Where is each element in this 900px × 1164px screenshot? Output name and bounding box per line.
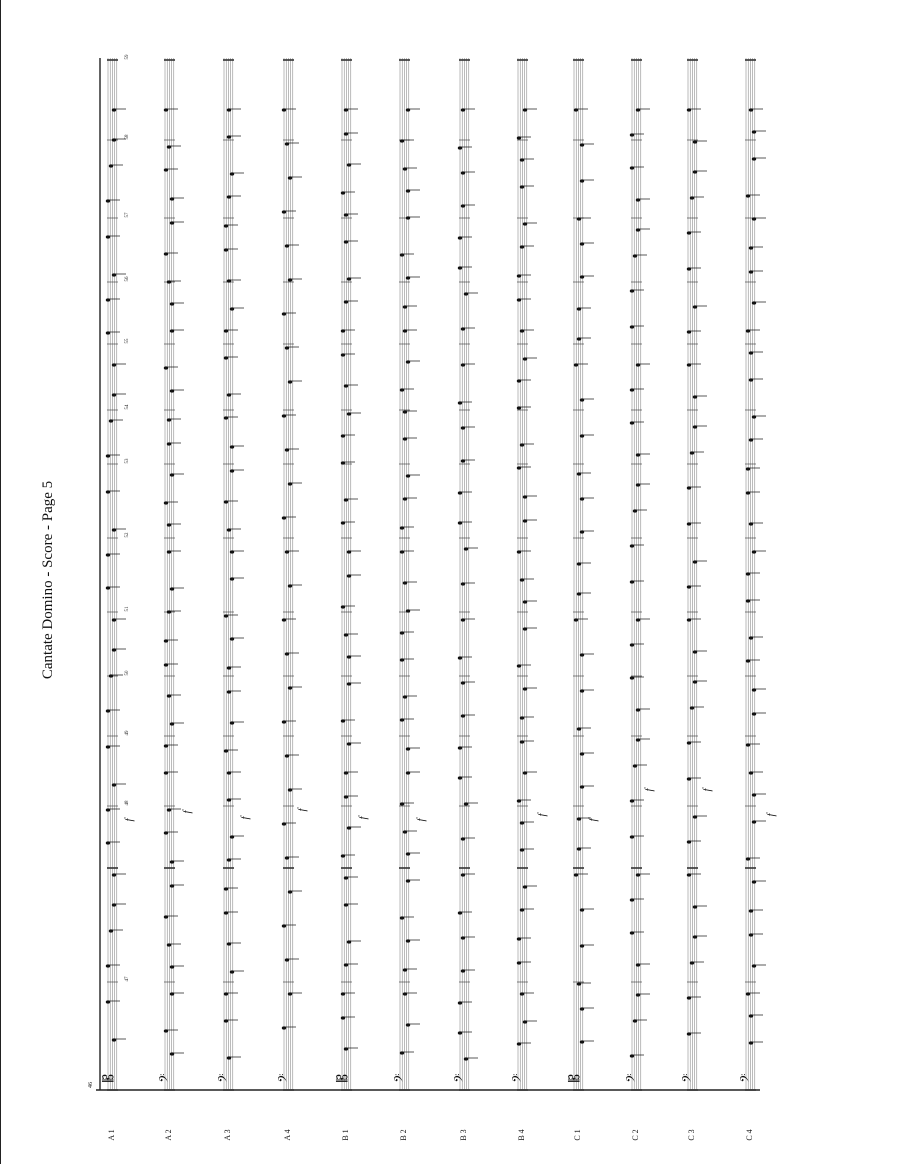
part-label-b2: B 2 — [399, 1129, 408, 1141]
part-label-c4: C 4 — [745, 1129, 754, 1141]
staff-10 — [625, 58, 650, 1141]
dynamic-forte: f — [181, 810, 193, 814]
bass-clef-icon: 𝄢 — [393, 1073, 409, 1083]
part-label-b4: B 4 — [517, 1129, 526, 1141]
staff-4 — [277, 58, 302, 1141]
dynamic-forte: f — [123, 818, 135, 822]
measure-number: 48 — [125, 800, 130, 806]
part-label-a3: A 3 — [223, 1129, 232, 1141]
alto-clef-icon: 𝄡 — [101, 1074, 117, 1082]
part-label-c2: C 2 — [631, 1129, 640, 1141]
bass-clef-icon: 𝄢 — [511, 1073, 527, 1083]
part-label-a2: A 2 — [164, 1129, 173, 1141]
dynamic-forte: f — [239, 816, 251, 820]
measure-number: 58 — [125, 134, 130, 140]
dynamic-forte: f — [643, 788, 655, 792]
measure-number: 57 — [125, 212, 130, 218]
staff-12 — [739, 58, 766, 1141]
dynamic-forte: f — [296, 808, 308, 812]
staff-7 — [453, 58, 478, 1141]
bass-clef-icon: 𝄢 — [625, 1073, 641, 1083]
staff-8 — [511, 58, 537, 1141]
measure-number: 55 — [125, 338, 130, 344]
measure-number: 54 — [125, 404, 130, 410]
part-label-b1: B 1 — [341, 1129, 350, 1141]
measure-number: 52 — [125, 532, 130, 538]
part-label-b3: B 3 — [459, 1129, 468, 1141]
measure-number: 53 — [125, 458, 130, 464]
alto-clef-icon: 𝄡 — [335, 1074, 351, 1082]
alto-clef-icon: 𝄡 — [567, 1074, 583, 1082]
dynamic-forte: f — [415, 818, 427, 822]
part-label-a1: A 1 — [107, 1129, 116, 1141]
staff-9 — [567, 58, 594, 1141]
part-label-c3: C 3 — [687, 1129, 696, 1141]
measure-number: 51 — [125, 606, 130, 612]
dynamic-forte: f — [587, 818, 599, 822]
measure-number: 59 — [125, 54, 130, 60]
dynamic-forte: f — [357, 816, 369, 820]
bass-clef-icon: 𝄢 — [277, 1073, 293, 1083]
staff-11 — [681, 58, 707, 1141]
dynamic-forte: f — [536, 813, 548, 817]
staff-2 — [158, 58, 184, 1141]
staff-1 — [101, 58, 126, 1141]
part-label-c1: C 1 — [573, 1129, 582, 1141]
measure-number: 49 — [125, 730, 130, 736]
page-title: Cantate Domino - Score - Page 5 — [40, 480, 56, 680]
measure-number: 50 — [125, 670, 130, 676]
measure-number: 47 — [125, 976, 130, 982]
bass-clef-icon: 𝄢 — [158, 1073, 174, 1083]
staff-5 — [335, 58, 361, 1141]
bass-clef-icon: 𝄢 — [453, 1073, 469, 1083]
part-label-a4: A 4 — [283, 1129, 292, 1141]
bass-clef-icon: 𝄢 — [681, 1073, 697, 1083]
staff-3 — [217, 58, 244, 1141]
dynamic-forte: f — [701, 788, 713, 792]
staff-6 — [393, 58, 420, 1141]
bass-clef-icon: 𝄢 — [217, 1073, 233, 1083]
dynamic-forte: f — [765, 813, 777, 817]
system-number: 46 — [88, 1082, 94, 1088]
measure-number: 56 — [125, 276, 130, 282]
bass-clef-icon: 𝄢 — [739, 1073, 755, 1083]
